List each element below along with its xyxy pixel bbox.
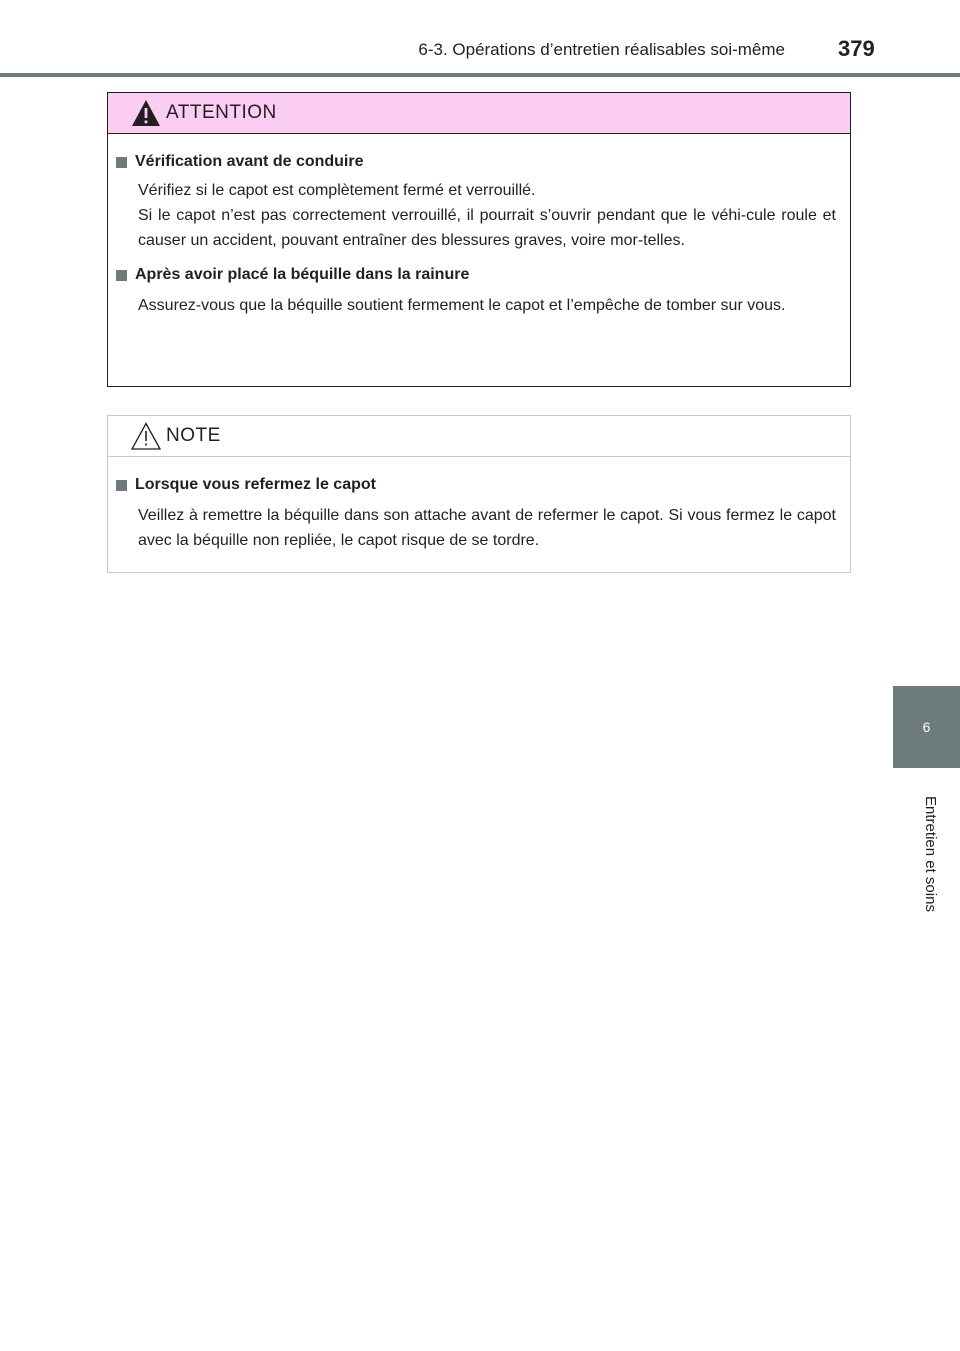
note-heading: NOTE	[166, 425, 221, 446]
square-bullet-icon	[116, 157, 127, 168]
item-line: Veillez à remettre la béquille dans son attache avant de refermer le capot. Si vous fermez le capot avec la béquille non repliée, le capot risque de se tordre.	[138, 507, 836, 549]
item-title: Vérification avant de conduire	[135, 153, 364, 170]
attention-heading: ATTENTION	[166, 102, 277, 123]
item-line: Assurez-vous que la béquille soutient fermement le capot et l’empêche de tomber sur vous.	[138, 297, 786, 314]
warning-icon	[130, 98, 162, 128]
item-title: Lorsque vous refermez le capot	[135, 476, 376, 493]
square-bullet-icon	[116, 270, 127, 281]
section-title: 6-3. Opérations d’entretien réalisables soi-même	[418, 40, 785, 59]
attention-item	[116, 263, 836, 318]
item-line: Si le capot n’est pas correctement verrouillé, il pourrait s’ouvrir pendant que le véhi-cule roule et causer un accident, pouvant entraîner des blessures graves, voire mor-telles.	[138, 207, 836, 249]
item-line: Vérifiez si le capot est complètement fermé et verrouillé.	[138, 182, 536, 199]
attention-header	[108, 93, 850, 134]
header-rule	[0, 73, 960, 77]
chapter-number: 6	[922, 719, 931, 735]
chapter-label: Entretien et soins	[922, 796, 939, 912]
square-bullet-icon	[116, 480, 127, 491]
note-body	[108, 457, 850, 553]
note-item	[116, 473, 836, 553]
chapter-tab[interactable]	[893, 686, 960, 768]
page-number: 379	[838, 36, 875, 61]
note-box	[107, 415, 851, 573]
attention-item	[116, 150, 836, 253]
note-header	[108, 416, 850, 457]
attention-box	[107, 92, 851, 387]
attention-body	[108, 134, 850, 318]
item-title: Après avoir placé la béquille dans la rainure	[135, 266, 470, 283]
caution-outline-icon	[130, 421, 162, 451]
